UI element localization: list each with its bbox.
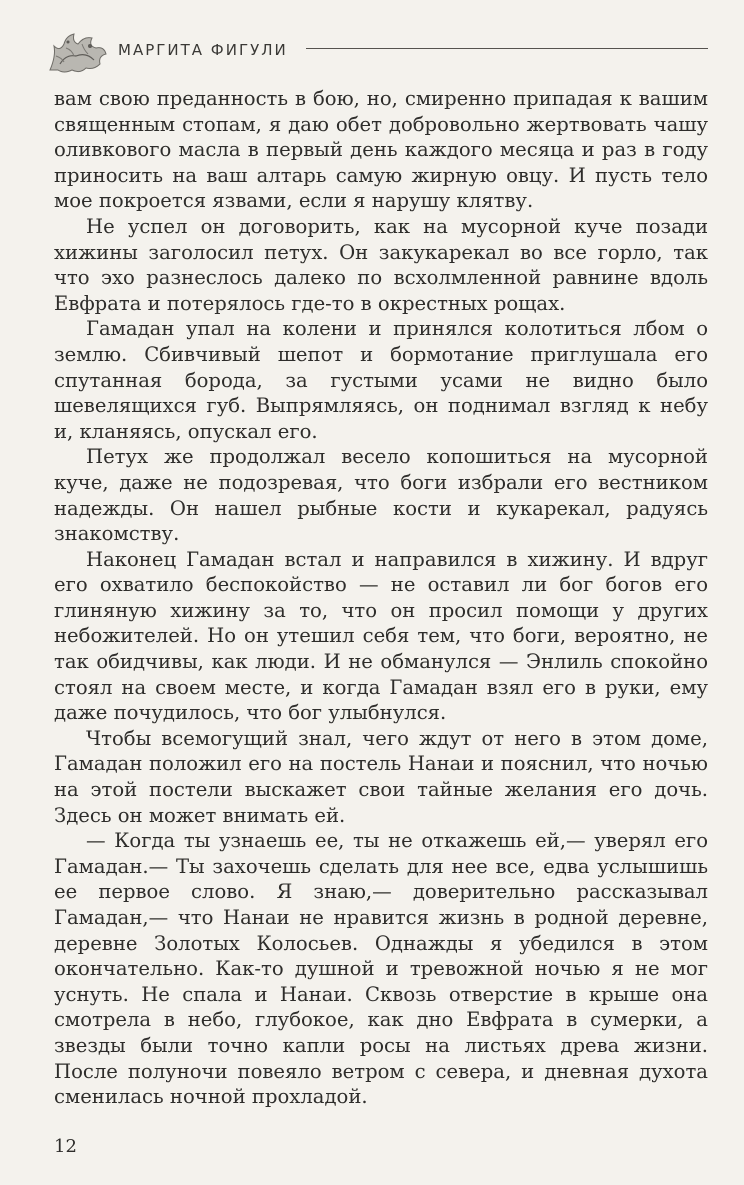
paragraph: Чтобы всемогущий знал, чего ждут от него в этом доме, Гамадан положил его на постель Нанаи и пояснил, что ночью на этой постели выскажет свои тайные желания его дочь. Здесь он может внимать ей. — [54, 726, 708, 827]
running-header — [46, 26, 708, 76]
page-number: 12 — [54, 1136, 77, 1157]
page-body — [54, 86, 708, 1110]
paragraph: — Когда ты узнаешь ее, ты не откажешь ей,— уверял его Гамадан.— Ты захочешь сделать для нее все, едва услышишь ее первое слово. Я знаю,— доверительно рассказывал Гамадан,— что Нанаи не нравится жизнь в родной деревне, деревне Золотых Колосьев. Однажды я убедился в этом окончательно. Как-то душной и тревожной ночью я не мог уснуть. Не спала и Нанаи. Сквозь отверстие в крыше она смотрела в небо, глубокое, как дно Евфрата в сумерки, а звезды были точно капли росы на листьях древа жизни. После полуночи повеяло ветром с севера, и дневная духота сменилась ночной прохладой. — [54, 829, 708, 1109]
paragraph: Петух же продолжал весело копошиться на мусорной куче, даже не подозревая, что боги избрали его вестником надежды. Он нашел рыбные кости и кукарекал, радуясь знакомству. — [54, 445, 708, 546]
author-name: МАРГИТА ФИГУЛИ — [118, 41, 288, 59]
ornament-icon — [46, 26, 108, 76]
paragraph: Гамадан упал на колени и принялся колотиться лбом о землю. Сбивчивый шепот и бормотание приглушала его спутанная борода, за густыми усами не видно было шевелящихся губ. Выпрямляясь, он поднимал взгляд к небу и, кланяясь, опускал его. — [54, 317, 708, 443]
paragraph: вам свою преданность в бою, но, смиренно припадая к вашим священным стопам, я даю обет добровольно жертвовать чашу оливкового масла в первый день каждого месяца и раз в году приносить на ваш алтарь самую жирную овцу. И пусть тело мое покроется язвами, если я нарушу клятву. — [54, 87, 708, 213]
paragraph: Наконец Гамадан встал и направился в хижину. И вдруг его охватило беспокойство — не оставил ли бог богов его глиняную хижину за то, что он просил помощи у других небожителей. Но он утешил себя тем, что боги, вероятно, не так обидчивы, как люди. И не обманулся — Энлиль спокойно стоял на своем месте, и когда Гамадан взял его в руки, ему даже почудилось, что бог улыбнулся. — [54, 547, 708, 725]
header-rule — [306, 48, 708, 49]
paragraph: Не успел он договорить, как на мусорной куче позади хижины заголосил петух. Он закукарекал во все горло, так что эхо разнеслось далеко по всхолмленной равнине вдоль Евфрата и потерялось где-то в окрестных рощах. — [54, 214, 708, 315]
